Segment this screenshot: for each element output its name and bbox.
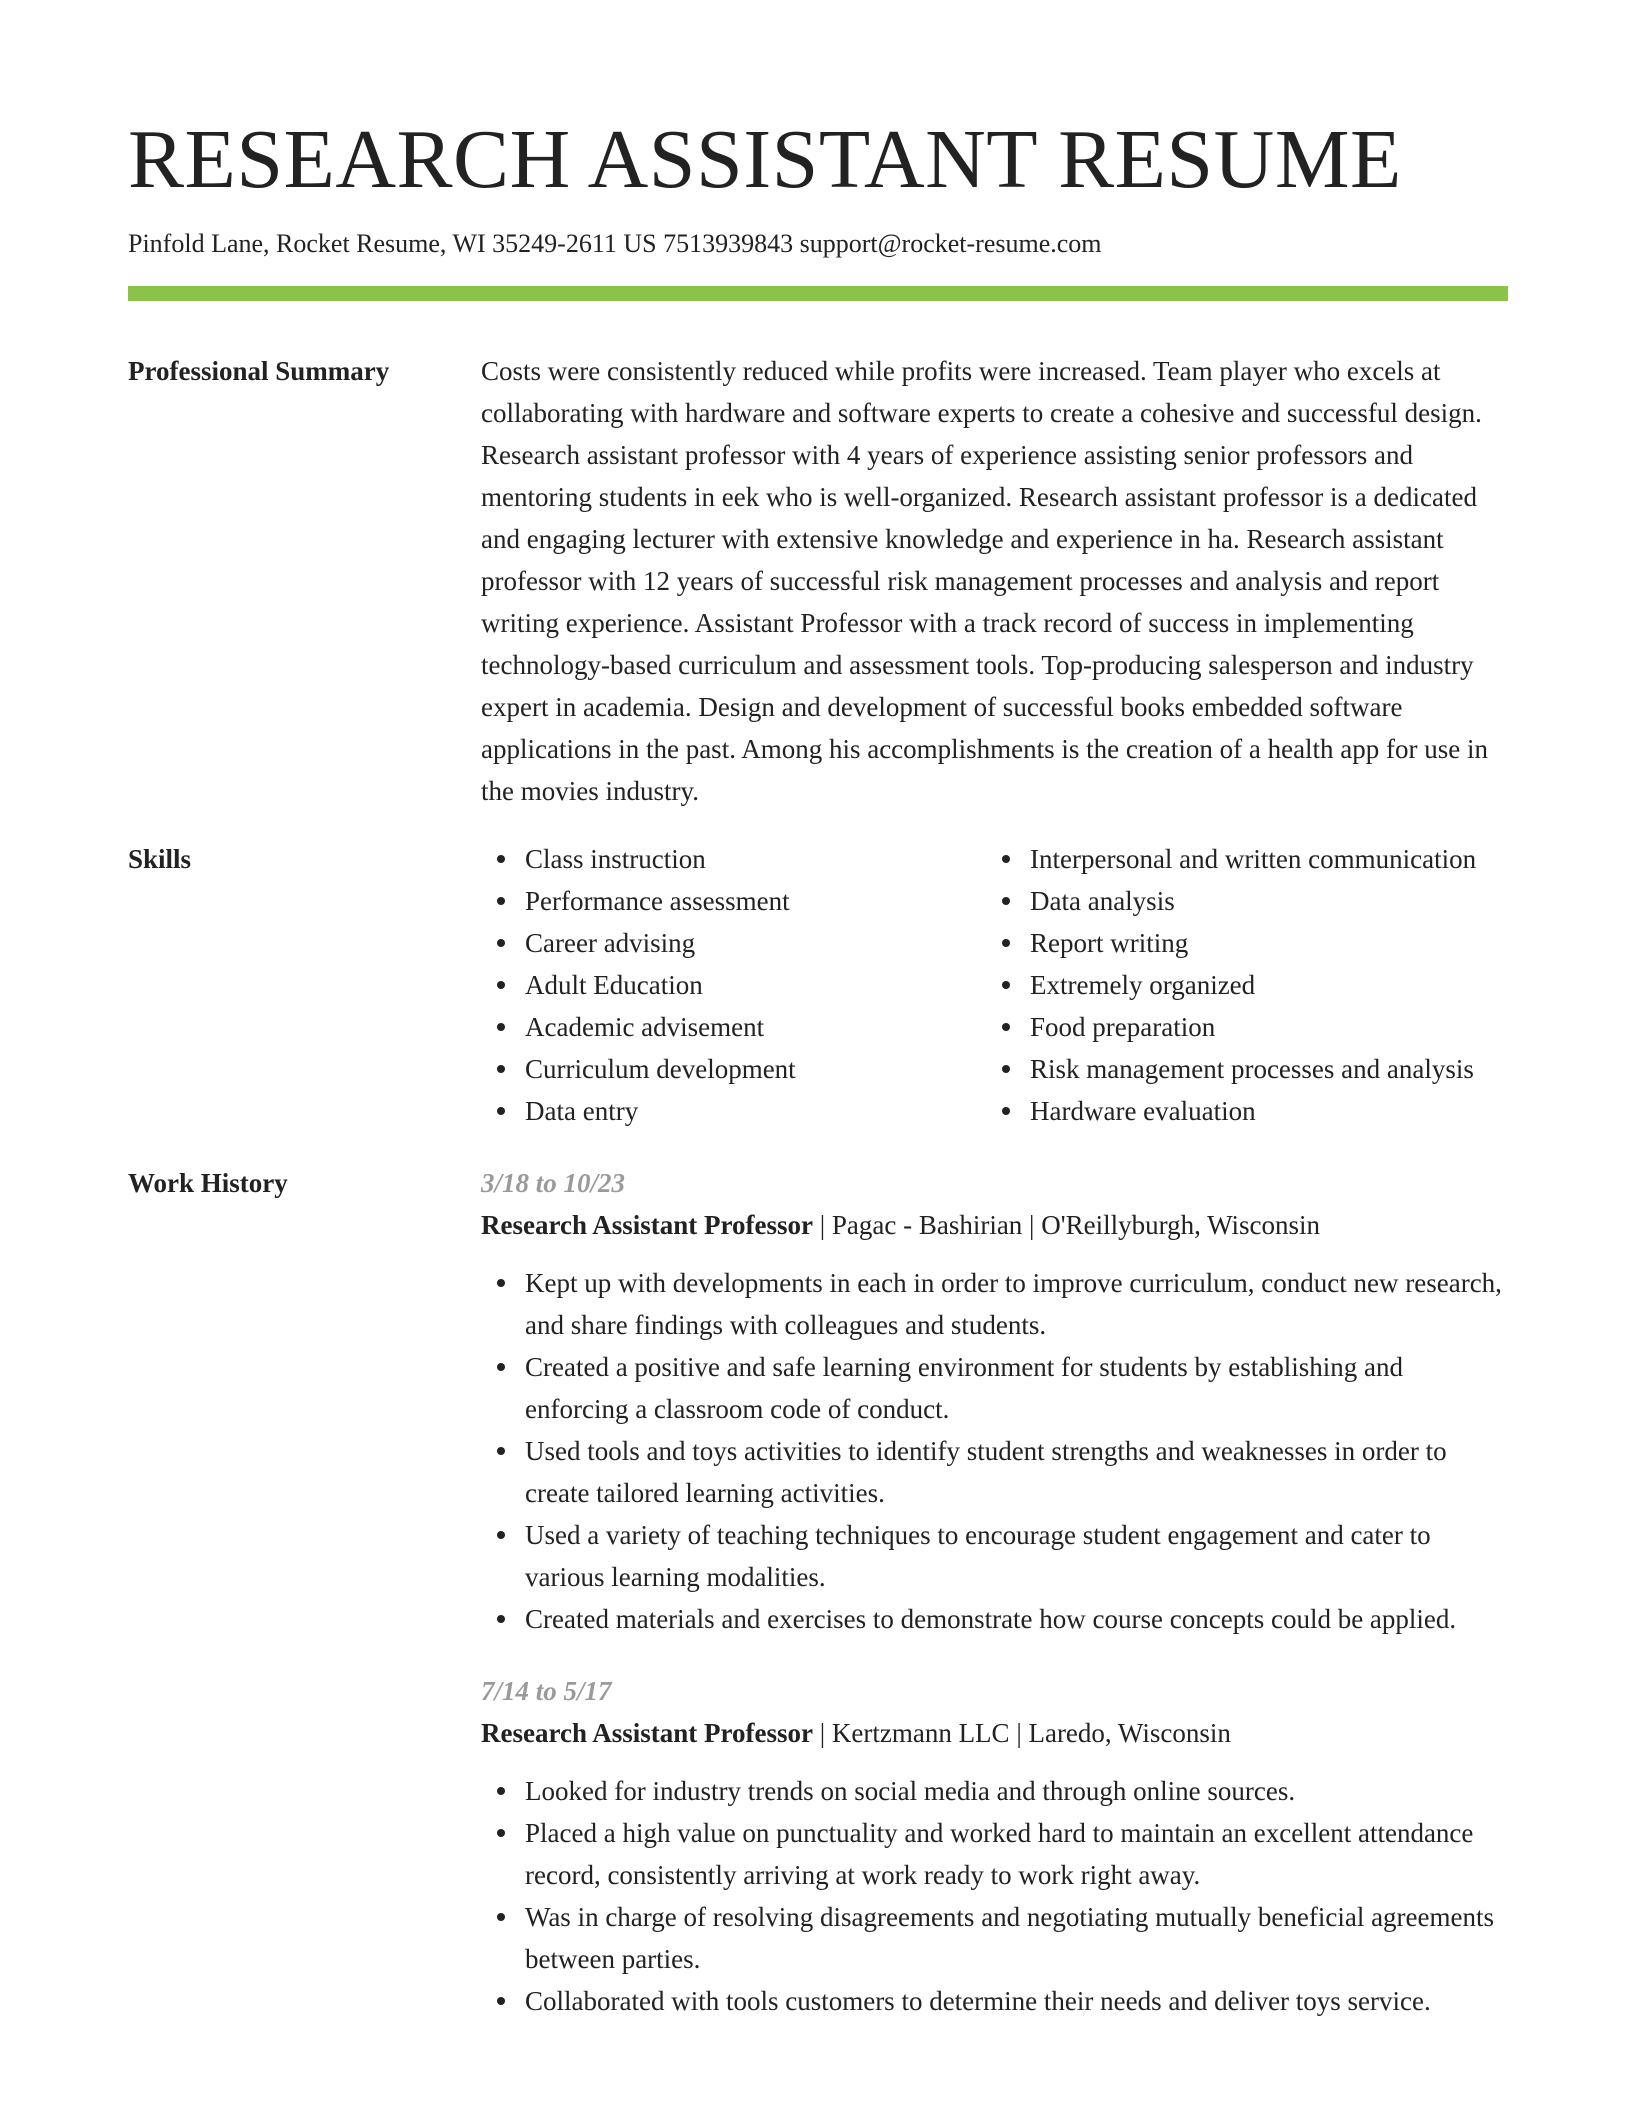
- duty-item: Used tools and toys activities to identify student strengths and weaknesses in order to create tailored learning activities.: [525, 1430, 1508, 1514]
- skill-item: Academic advisement: [525, 1006, 986, 1048]
- duty-item: Placed a high value on punctuality and worked hard to maintain an excellent attendance record, consistently arriving at work ready to work right away.: [525, 1812, 1508, 1896]
- section-body: [481, 838, 1508, 1132]
- skill-item: Performance assessment: [525, 880, 986, 922]
- duty-item: Kept up with developments in each in order to improve curriculum, conduct new research, and share findings with colleagues and students.: [525, 1262, 1508, 1346]
- job-duties: [481, 1770, 1508, 2022]
- job-heading: [481, 1712, 1508, 1754]
- skill-item: Extremely organized: [1030, 964, 1508, 1006]
- job-duties: [481, 1262, 1508, 1640]
- skill-item: Risk management processes and analysis: [1030, 1048, 1508, 1090]
- skill-item: Report writing: [1030, 922, 1508, 964]
- section-body: [481, 1162, 1508, 2022]
- skill-item: Interpersonal and written communication: [1030, 838, 1508, 880]
- duty-item: Looked for industry trends on social media and through online sources.: [525, 1770, 1508, 1812]
- skill-item: Food preparation: [1030, 1006, 1508, 1048]
- duty-item: Used a variety of teaching techniques to encourage student engagement and cater to various learning modalities.: [525, 1514, 1508, 1598]
- section-label: Work History: [128, 1168, 288, 1198]
- duty-item: Was in charge of resolving disagreements and negotiating mutually beneficial agreements between parties.: [525, 1896, 1508, 1980]
- job-entry: [481, 1162, 1508, 1640]
- skill-item: Data entry: [525, 1090, 986, 1132]
- skills-columns: [481, 838, 1508, 1132]
- section-label: Professional Summary: [128, 356, 390, 386]
- job-dates: 7/14 to 5/17: [481, 1676, 612, 1706]
- header-divider: [128, 286, 1508, 301]
- job-details: | Kertzmann LLC | Laredo, Wisconsin: [812, 1718, 1231, 1748]
- job-entry: [481, 1670, 1508, 2022]
- skill-item: Adult Education: [525, 964, 986, 1006]
- job-dates: 3/18 to 10/23: [481, 1168, 626, 1198]
- job-details: | Pagac - Bashirian | O'Reillyburgh, Wisconsin: [812, 1210, 1320, 1240]
- job-title: Research Assistant Professor: [481, 1210, 813, 1240]
- duty-item: Created materials and exercises to demonstrate how course concepts could be applied.: [525, 1598, 1508, 1640]
- summary-text: Costs were consistently reduced while profits were increased. Team player who excels at collaborating with hardware and software experts to create a cohesive and successful design. Research assistant professor with 4 years of experience assisting senior professors and mentoring students in eek who is well-organized. Research assistant professor is a dedicated and engaging lecturer with extensive knowledge and experience in ha. Research assistant professor with 12 years of successful risk management processes and analysis and report writing experience. Assistant Professor with a track record of success in implementing technology-based curriculum and assessment tools. Top-producing salesperson and industry expert in academia. Design and development of successful books embedded software applications in the past. Among his accomplishments is the creation of a health app for use in the movies industry.: [481, 356, 1489, 806]
- skill-item: Data analysis: [1030, 880, 1508, 922]
- resume-header: [128, 113, 1508, 259]
- duty-item: Collaborated with tools customers to determine their needs and deliver toys service.: [525, 1980, 1508, 2022]
- section-body: [481, 350, 1508, 812]
- skill-item: Curriculum development: [525, 1048, 986, 1090]
- contact-line: Pinfold Lane, Rocket Resume, WI 35249-2611 US 7513939843 support@rocket-resume.com: [128, 229, 1102, 258]
- skills-list-right: [986, 838, 1508, 1132]
- skills-list-left: [481, 838, 986, 1132]
- resume-title: RESEARCH ASSISTANT RESUME: [128, 113, 1402, 206]
- skill-item: Career advising: [525, 922, 986, 964]
- section-label: Skills: [128, 844, 192, 874]
- duty-item: Created a positive and safe learning environment for students by establishing and enforcing a classroom code of conduct.: [525, 1346, 1508, 1430]
- skill-item: Class instruction: [525, 838, 986, 880]
- job-heading: [481, 1204, 1508, 1246]
- skill-item: Hardware evaluation: [1030, 1090, 1508, 1132]
- job-title: Research Assistant Professor: [481, 1718, 813, 1748]
